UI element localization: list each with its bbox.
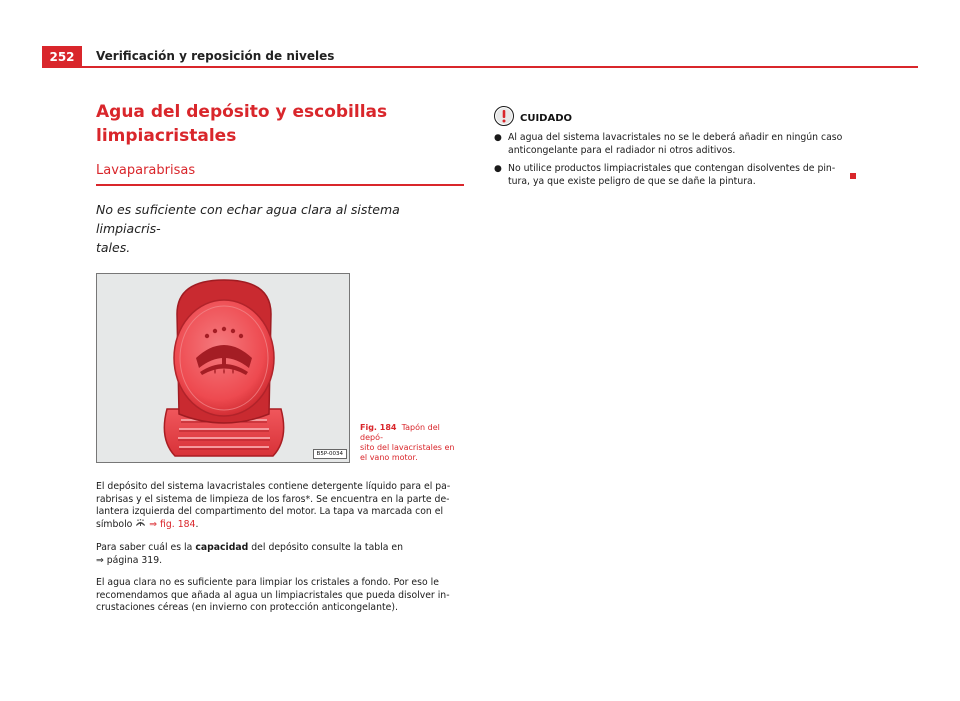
intro-text: No es suficiente con echar agua clara al sistema limpiacris- tales. bbox=[96, 202, 400, 255]
figure-code: B5P-0034 bbox=[313, 449, 347, 459]
figure-link[interactable]: ⇒ fig. 184 bbox=[149, 518, 196, 530]
caution-bullet-2: ● No utilice productos limpiacristales que contengan disolventes de pin- tura, ya que existe peligro de que se dañe la pintura. bbox=[494, 163, 836, 187]
body-text bbox=[96, 481, 464, 615]
exclamation-circle-icon bbox=[494, 106, 514, 126]
caution-header bbox=[494, 100, 850, 126]
paragraph-2: Para saber cuál es la capacidad del depósito consulte la tabla en ⇒ página 319. bbox=[96, 542, 464, 567]
figure-row bbox=[96, 273, 464, 463]
section-title: Agua del depósito y escobillas limpiacristales bbox=[96, 102, 388, 146]
figure-caption: Fig. 184 Tapón del depó- sito del lavacristales en el vano motor. bbox=[360, 423, 455, 462]
section-end-mark bbox=[850, 173, 856, 179]
washer-cap-illustration bbox=[97, 274, 350, 463]
windshield-washer-icon bbox=[135, 519, 146, 533]
right-column bbox=[494, 100, 850, 188]
paragraph-3: El agua clara no es suficiente para limpiar los cristales a fondo. Por eso le recomendamos que añada al agua un limpiacristales que pueda disolver in- crustaciones céreas (en invierno con protección anticongelante). bbox=[96, 577, 450, 613]
paragraph-1: El depósito del sistema lavacristales contiene detergente líquido para el pa- rabrisas y el sistema de limpieza de los faros*. Se encuentra en la parte de- lantera izquierda del compartimento del motor. La tapa va marcada con el símbolo ⇒ fig. 184. bbox=[96, 481, 464, 532]
subsection-title: Lavaparabrisas bbox=[96, 162, 464, 186]
page-link[interactable]: ⇒ página 319. bbox=[96, 554, 163, 566]
left-column bbox=[96, 100, 464, 615]
washer-cap-figure bbox=[96, 273, 350, 463]
caution-bullet-1: ● Al agua del sistema lavacristales no se le deberá añadir en ningún caso anticongelante para el radiador ni otros aditivos. bbox=[494, 132, 843, 156]
header-title: Verificación y reposición de niveles bbox=[96, 49, 335, 63]
header-rule bbox=[82, 66, 918, 68]
caution-title: CUIDADO bbox=[520, 113, 573, 124]
page-number: 252 bbox=[42, 46, 82, 68]
